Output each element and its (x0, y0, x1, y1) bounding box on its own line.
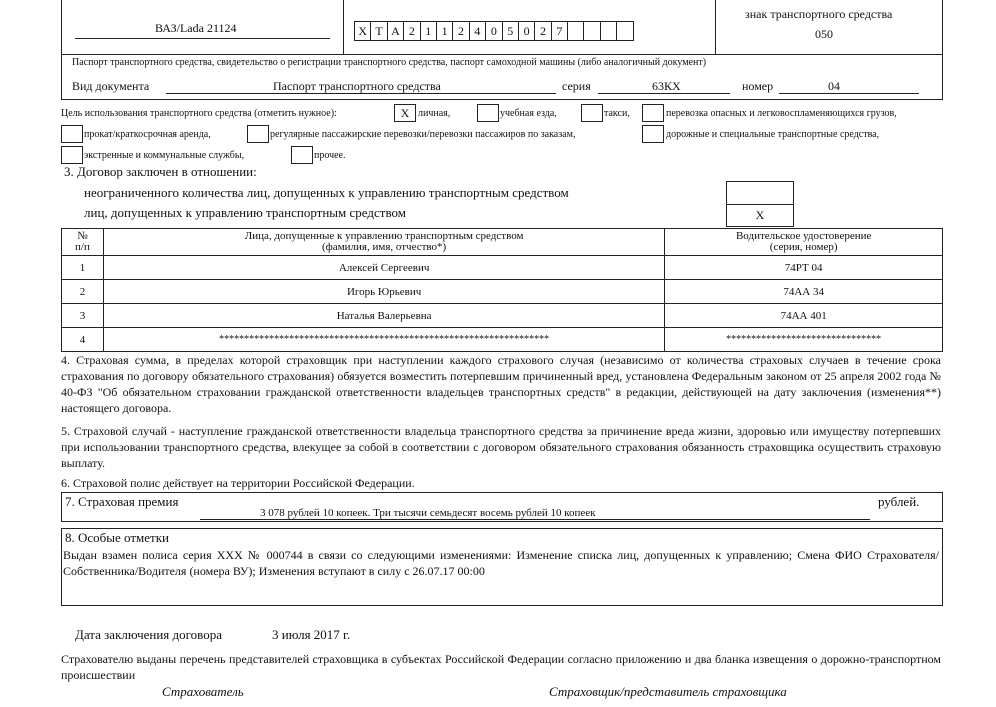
document-type-value: Паспорт транспортного средства (273, 79, 441, 93)
document-number-underline (779, 93, 919, 94)
vin-cell (600, 21, 617, 41)
driver-license: 74РТ 04 (665, 256, 943, 280)
vin-cell: 4 (469, 21, 486, 41)
driver-num: 3 (62, 304, 104, 328)
vin-cell: 5 (502, 21, 519, 41)
date-label: Дата заключения договора (75, 627, 222, 642)
purpose-checkbox-dangerous-cargo[interactable] (642, 104, 664, 122)
vin-cell: 2 (534, 21, 551, 41)
premium-underline (200, 519, 870, 520)
purpose-option-label: такси, (604, 108, 630, 119)
driver-name: Алексей Сергеевич (103, 256, 664, 280)
document-series-label: серия (562, 79, 591, 93)
vin-cell: 1 (420, 21, 437, 41)
purpose-option-label: прокат/краткосрочная аренда, (84, 129, 211, 140)
vin-cell: T (370, 21, 387, 41)
contract-title: 3. Договор заключен в отношении: (64, 164, 257, 179)
driver-name: Игорь Юрьевич (103, 280, 664, 304)
purpose-checkbox-other[interactable] (291, 146, 313, 164)
drivers-table (61, 228, 943, 352)
purpose-option-label: учебная езда, (500, 108, 557, 119)
driver-license: 74АА 34 (665, 280, 943, 304)
vin-cell: 2 (452, 21, 469, 41)
clause-4: 4. Страховая сумма, в пределах которой страховщик при наступлении каждого страхового случая (независимо от количества страховых случаев в течение срока страхования по договору обязательного страхования) обязуется возместить потерпевшим причиненный вред, установлена Федеральным законом от 25 апреля 2002 года № 40-ФЗ "Об обязательном страховании гражданской ответственности владельцев транспортных средств" в редакции, действующей на дату заключения (изменения**) настоящего договора. (61, 353, 941, 415)
driver-num: 4 (62, 328, 104, 352)
drivers-header-license: Водительское удостоверение (серия, номер) (665, 229, 943, 256)
purpose-checkbox-personal[interactable]: X (394, 104, 416, 122)
purpose-option-label: перевозка опасных и легковоспламеняющихся грузов, (666, 108, 897, 119)
purpose-checkbox-passenger[interactable] (247, 125, 269, 143)
document-type-underline (166, 93, 556, 94)
contract-limited-label: лиц, допущенных к управлению транспортным средством (84, 205, 406, 220)
notes-text: Выдан взамен полиса серия ХХХ № 000744 в связи со следующими изменениями: Изменение списка лиц, допущенных к управлению; Смена ФИО Страхователя/Собственника/Водителя (номера ВУ); Изменения вступают в силу с 26.07.17 00:00 (63, 548, 939, 578)
purpose-checkbox-rental[interactable] (61, 125, 83, 143)
driver-license: 74АА 401 (665, 304, 943, 328)
table-row (62, 328, 943, 352)
vin-cells (355, 21, 634, 41)
vin-cell (616, 21, 633, 41)
vin-cell: 0 (485, 21, 502, 41)
contract-unlimited-label: неограниченного количества лиц, допущенных к управлению транспортным средством (84, 185, 569, 200)
vin-cell: A (387, 21, 404, 41)
purpose-checkbox-taxi[interactable] (581, 104, 603, 122)
date-value: 3 июля 2017 г. (272, 627, 351, 642)
vin-cell: 7 (551, 21, 568, 41)
premium-value: 3 078 рублей 10 копеек. Три тысячи семьдесят восемь рублей 10 копеек (260, 507, 596, 519)
premium-unit: рублей. (878, 494, 920, 509)
document-number-label: номер (742, 79, 774, 93)
drivers-header-num: № п/п (62, 229, 104, 256)
driver-num: 1 (62, 256, 104, 280)
vin-cell: 1 (436, 21, 453, 41)
document-header: Паспорт транспортного средства, свидетельство о регистрации транспортного средства, паспорт самоходной машины (либо аналогичный документ) (72, 57, 707, 68)
table-row (62, 304, 943, 328)
document-number-value: 04 (828, 79, 840, 93)
vehicle-divider-right (715, 0, 716, 55)
driver-num: 2 (62, 280, 104, 304)
vehicle-model: ВАЗ/Lada 21124 (155, 21, 237, 35)
signature-insurer: Страховщик/представитель страховщика (549, 684, 787, 699)
vin-cell: 2 (403, 21, 420, 41)
driver-name: ****************************************************************** (103, 328, 664, 352)
document-series-underline (598, 93, 730, 94)
drivers-header-name: Лица, допущенные к управлению транспортным средством (фамилия, имя, отчество*) (103, 229, 664, 256)
footer-text: Страхователю выданы перечень представителей страховщика в субъектах Российской Федерации согласно приложению и два бланка извещения о дорожно-транспортном происшествии (61, 652, 941, 682)
purpose-option-label: личная, (418, 108, 451, 119)
vin-cell (567, 21, 584, 41)
plate-label: знак транспортного средства (745, 7, 893, 21)
contract-unlimited-checkbox[interactable] (726, 181, 794, 205)
clause-6: 6. Страховой полис действует на территории Российской Федерации. (61, 476, 415, 490)
driver-license: ******************************* (665, 328, 943, 352)
table-row (62, 256, 943, 280)
clause-5: 5. Страховой случай - наступление гражданской ответственности владельца транспортного средства за причинение вреда жизни, здоровью или имуществу потерпевших при использовании транспортного средства, влекущее за собой в соответствии с договором обязательного страхования обязанность страховщика осуществить страховую выплату. (61, 424, 941, 470)
purpose-checkbox-training[interactable] (477, 104, 499, 122)
vin-cell: X (354, 21, 371, 41)
notes-title: 8. Особые отметки (65, 530, 169, 545)
plate-value: 050 (815, 27, 833, 41)
document-type-label: Вид документа (72, 79, 150, 93)
purpose-option-label: прочее. (314, 150, 346, 161)
purpose-checkbox-special[interactable] (642, 125, 664, 143)
purpose-checkbox-emergency[interactable] (61, 146, 83, 164)
purpose-option-label: регулярные пассажирские перевозки/перевозки пассажиров по заказам, (270, 129, 576, 140)
vin-cell: 0 (518, 21, 535, 41)
purpose-label: Цель использования транспортного средства (отметить нужное): (61, 108, 337, 119)
document-series-value: 63КХ (652, 79, 681, 93)
table-row (62, 280, 943, 304)
vehicle-model-underline (75, 38, 330, 39)
premium-title: 7. Страховая премия (65, 494, 179, 509)
driver-name: Наталья Валерьевна (103, 304, 664, 328)
contract-limited-checkbox[interactable]: X (726, 204, 794, 227)
purpose-option-label: экстренные и коммунальные службы, (84, 150, 245, 161)
vin-cell (583, 21, 600, 41)
signature-insured: Страхователь (162, 684, 244, 699)
vehicle-divider-left (343, 0, 344, 55)
purpose-option-label: дорожные и специальные транспортные средства, (666, 129, 880, 140)
drivers-header-row (62, 229, 943, 256)
